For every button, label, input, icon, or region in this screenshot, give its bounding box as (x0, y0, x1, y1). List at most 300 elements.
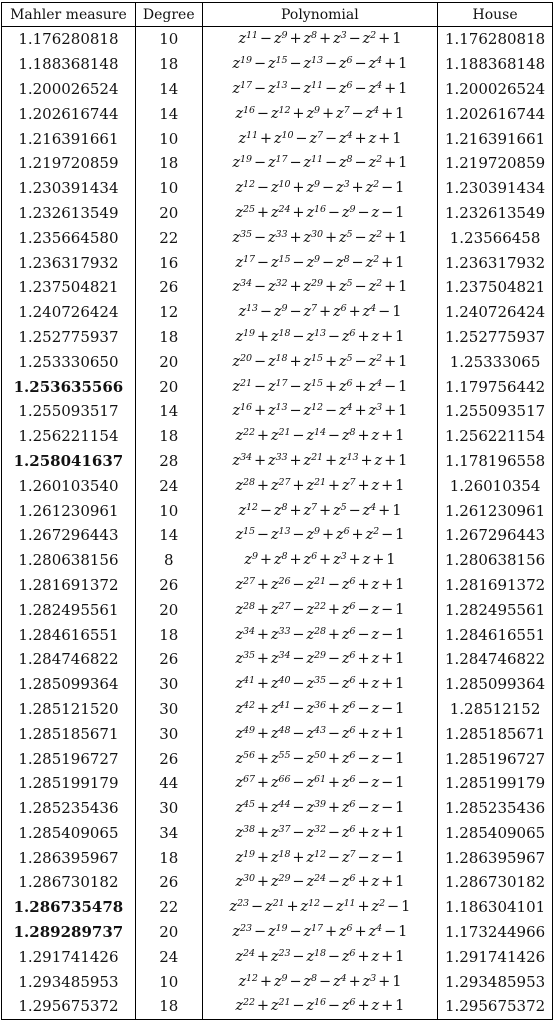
polynomial-base: z (303, 56, 312, 73)
polynomial-operator: + (324, 378, 337, 395)
polynomial-operator: − (292, 824, 305, 841)
polynomial-operator: + (324, 229, 337, 246)
polynomial-base: z (341, 651, 350, 668)
house-cell: 1.202616744 (438, 101, 553, 126)
polynomial-exponent: 19 (243, 327, 255, 339)
polynomial-exponent: 5 (346, 228, 353, 240)
polynomial-exponent: 34 (240, 278, 252, 290)
polynomial-exponent: 32 (275, 278, 288, 290)
polynomial-operator: − (381, 750, 394, 767)
polynomial-base: 1 (395, 651, 405, 668)
polynomial-exponent: 15 (243, 526, 255, 538)
polynomial-operator: − (327, 849, 340, 866)
polynomial-base: z (371, 899, 380, 916)
table-row (2, 895, 553, 920)
polynomial-operator: − (354, 279, 367, 296)
polynomial-base: z (238, 130, 246, 147)
polynomial-exponent: 44 (278, 799, 291, 811)
polynomial-operator: + (319, 304, 332, 321)
polynomial-operator: − (351, 254, 364, 271)
house-cell: 1.240726424 (438, 300, 553, 325)
polynomial-cell (202, 126, 437, 151)
polynomial-exponent: 8 (349, 427, 356, 439)
polynomial-exponent: 29 (311, 278, 323, 290)
polynomial-base: z (306, 477, 315, 494)
polynomial-base: z (270, 105, 279, 122)
polynomial-base: z (341, 204, 350, 221)
polynomial-operator: + (351, 527, 364, 544)
polynomial-base: z (306, 676, 315, 693)
polynomial-cell (202, 325, 437, 350)
table-row (2, 250, 553, 275)
polynomial-operator: − (289, 155, 302, 172)
polynomial-operator: + (289, 452, 302, 469)
house-cell: 1.23566458 (438, 225, 553, 250)
polynomial-base: 1 (395, 428, 405, 445)
table-row (2, 151, 553, 176)
polynomial-base: z (303, 80, 312, 97)
polynomial-operator: + (319, 502, 332, 519)
polynomial-base: z (368, 229, 377, 246)
mahler-measure-cell: 1.258041637 (2, 449, 136, 474)
mahler-measure-cell: 1.286730182 (2, 870, 136, 895)
polynomial-exponent: 10 (281, 129, 294, 141)
polynomial-exponent: 12 (278, 104, 291, 116)
polynomial-base: z (371, 601, 380, 618)
table-row (2, 473, 553, 498)
mahler-measure-cell: 1.286395967 (2, 845, 136, 870)
polynomial-cell (202, 52, 437, 77)
polynomial-operator: + (292, 204, 305, 221)
polynomial-operator: − (292, 948, 305, 965)
polynomial-base: z (232, 353, 241, 370)
polynomial-operator: − (327, 998, 340, 1015)
polynomial-operator: − (327, 676, 340, 693)
degree-cell: 30 (135, 672, 202, 697)
degree-cell: 18 (135, 994, 202, 1019)
polynomial-operator: − (324, 130, 338, 147)
polynomial-exponent: 6 (349, 823, 356, 835)
polynomial-base: 1 (395, 601, 405, 618)
table-row (2, 573, 553, 598)
polynomial-base: z (235, 328, 244, 345)
degree-cell: 20 (135, 201, 202, 226)
polynomial-cell (202, 969, 437, 994)
polynomial-exponent: 18 (278, 327, 291, 339)
degree-cell: 22 (135, 225, 202, 250)
polynomial-base: z (362, 973, 371, 990)
polynomial-exponent: 15 (311, 352, 323, 364)
house-cell: 1.219720859 (438, 151, 553, 176)
polynomial-base: 1 (395, 527, 405, 544)
mahler-measure-cell: 1.285409065 (2, 821, 136, 846)
polynomial-exponent: 32 (314, 823, 326, 835)
polynomial-base: 1 (398, 924, 408, 941)
degree-cell: 10 (135, 498, 202, 523)
polynomial-exponent: 23 (240, 923, 252, 935)
house-cell: 1.261230961 (438, 498, 553, 523)
polynomial-base: z (341, 750, 350, 767)
polynomial-exponent: 55 (278, 749, 291, 761)
polynomial-exponent: 11 (343, 898, 356, 910)
degree-cell: 30 (135, 697, 202, 722)
polynomial-operator: − (381, 527, 394, 544)
polynomial-exponent: 39 (314, 799, 326, 811)
polynomial-base: z (238, 973, 246, 990)
polynomial-base: z (235, 204, 244, 221)
degree-cell: 16 (135, 250, 202, 275)
polynomial-base: z (270, 676, 279, 693)
polynomial-base: z (306, 725, 315, 742)
polynomial-exponent: 23 (237, 898, 249, 910)
polynomial-base: 1 (398, 403, 408, 420)
mahler-measure-table (1, 2, 553, 1020)
table-row (2, 449, 553, 474)
polynomial-exponent: 19 (243, 848, 255, 860)
polynomial-operator: − (357, 775, 370, 792)
polynomial-exponent: 30 (311, 228, 323, 240)
mahler-measure-cell: 1.202616744 (2, 101, 136, 126)
polynomial-base: z (303, 353, 312, 370)
polynomial-operator: − (354, 155, 367, 172)
header-mahler-measure: Mahler measure (2, 3, 136, 27)
mahler-measure-cell: 1.253635566 (2, 374, 136, 399)
polynomial-operator: − (256, 527, 269, 544)
mahler-measure-cell: 1.232613549 (2, 201, 136, 226)
polynomial-base: z (368, 924, 377, 941)
polynomial-operator: + (327, 477, 340, 494)
polynomial-base: z (362, 502, 371, 519)
polynomial-base: z (303, 403, 312, 420)
polynomial-operator: + (324, 452, 338, 469)
polynomial-operator: − (327, 725, 340, 742)
mahler-measure-cell: 1.255093517 (2, 399, 136, 424)
polynomial-cell (202, 944, 437, 969)
polynomial-base: z (268, 378, 276, 395)
polynomial-base: z (339, 279, 347, 296)
polynomial-base: z (333, 973, 341, 990)
polynomial-base: z (339, 378, 347, 395)
mahler-measure-cell: 1.280638156 (2, 548, 136, 573)
polynomial-exponent: 21 (240, 377, 252, 389)
polynomial-operator: − (381, 204, 394, 221)
polynomial-base: z (374, 452, 383, 469)
table-row (2, 994, 553, 1019)
polynomial-operator: + (381, 105, 394, 122)
polynomial-exponent: 61 (314, 774, 326, 786)
mahler-measure-cell: 1.230391434 (2, 176, 136, 201)
polynomial-operator: + (384, 80, 397, 97)
mahler-measure-cell: 1.261230961 (2, 498, 136, 523)
polynomial-base: z (306, 750, 315, 767)
table-row (2, 870, 553, 895)
polynomial-base: 1 (392, 130, 402, 147)
polynomial-base: z (362, 304, 371, 321)
polynomial-base: z (270, 254, 279, 271)
polynomial-base: 1 (395, 824, 405, 841)
polynomial-exponent: 16 (243, 104, 255, 116)
polynomial-exponent: 6 (343, 526, 350, 538)
polynomial-exponent: 6 (349, 327, 356, 339)
polynomial-exponent: 19 (240, 154, 252, 166)
polynomial-operator: − (327, 428, 340, 445)
polynomial-base: z (306, 948, 315, 965)
polynomial-base: 1 (398, 229, 408, 246)
mahler-measure-cell: 1.200026524 (2, 77, 136, 102)
polynomial-operator: − (321, 899, 335, 916)
polynomial-operator: + (289, 229, 302, 246)
polynomial-base: z (238, 31, 246, 48)
polynomial-base: z (268, 924, 276, 941)
polynomial-exponent: 6 (346, 377, 353, 389)
polynomial-operator: + (319, 552, 332, 569)
polynomial-operator: + (378, 973, 391, 990)
polynomial-base: z (303, 155, 312, 172)
polynomial-exponent: 6 (349, 675, 356, 687)
polynomial-exponent: 33 (275, 228, 288, 240)
polynomial-operator: + (256, 676, 269, 693)
table-row (2, 126, 553, 151)
polynomial-base: 1 (398, 378, 408, 395)
polynomial-base: z (306, 105, 315, 122)
header-house: House (438, 3, 553, 27)
polynomial-base: z (270, 800, 279, 817)
polynomial-base: z (371, 775, 380, 792)
polynomial-base: z (235, 948, 244, 965)
polynomial-base: z (368, 56, 377, 73)
polynomial-operator: − (324, 56, 337, 73)
polynomial-operator: + (256, 576, 269, 593)
polynomial-base: z (306, 601, 315, 618)
table-row (2, 647, 553, 672)
polynomial-cell (202, 27, 437, 52)
polynomial-base: z (270, 477, 279, 494)
polynomial-exponent: 8 (311, 972, 317, 984)
degree-cell: 30 (135, 721, 202, 746)
polynomial-exponent: 6 (346, 55, 353, 67)
polynomial-exponent: 27 (243, 575, 255, 587)
polynomial-base: z (368, 378, 377, 395)
house-cell: 1.230391434 (438, 176, 553, 201)
house-cell: 1.232613549 (438, 201, 553, 226)
polynomial-base: z (306, 775, 315, 792)
polynomial-base: z (368, 403, 377, 420)
polynomial-exponent: 17 (275, 154, 288, 166)
polynomial-exponent: 6 (349, 724, 356, 736)
polynomial-operator: + (384, 56, 397, 73)
degree-cell: 20 (135, 597, 202, 622)
polynomial-operator: − (351, 105, 364, 122)
polynomial-base: z (303, 552, 312, 569)
polynomial-base: z (371, 800, 380, 817)
polynomial-exponent: 6 (349, 650, 356, 662)
table-row (2, 27, 553, 52)
polynomial-operator: − (259, 502, 272, 519)
polynomial-cell (202, 225, 437, 250)
polynomial-base: z (341, 874, 350, 891)
polynomial-operator: + (357, 725, 370, 742)
polynomial-operator: + (384, 452, 397, 469)
polynomial-exponent: 9 (349, 203, 356, 215)
table-row (2, 944, 553, 969)
polynomial-base: z (270, 428, 279, 445)
polynomial-base: z (371, 700, 380, 717)
table-row (2, 300, 553, 325)
house-cell: 1.284616551 (438, 622, 553, 647)
house-cell: 1.255093517 (438, 399, 553, 424)
polynomial-operator: + (289, 353, 302, 370)
polynomial-exponent: 24 (314, 873, 326, 885)
polynomial-base: 1 (395, 998, 405, 1015)
polynomial-base: z (235, 998, 244, 1015)
polynomial-cell (202, 523, 437, 548)
polynomial-cell (202, 498, 437, 523)
polynomial-base: z (371, 948, 380, 965)
polynomial-cell (202, 796, 437, 821)
polynomial-base: z (235, 180, 244, 197)
polynomial-base: z (232, 155, 241, 172)
table-row (2, 325, 553, 350)
polynomial-exponent: 14 (314, 427, 326, 439)
polynomial-base: z (268, 279, 276, 296)
table-row (2, 424, 553, 449)
polynomial-operator: + (327, 601, 340, 618)
polynomial-operator: + (378, 31, 391, 48)
table-row (2, 746, 553, 771)
polynomial-base: z (273, 31, 282, 48)
polynomial-exponent: 66 (278, 774, 291, 786)
polynomial-operator: + (292, 477, 305, 494)
mahler-measure-cell: 1.284746822 (2, 647, 136, 672)
polynomial-exponent: 6 (349, 575, 356, 587)
polynomial-base: z (371, 651, 380, 668)
degree-cell: 26 (135, 573, 202, 598)
polynomial-operator: + (357, 477, 370, 494)
polynomial-exponent: 22 (314, 600, 326, 612)
polynomial-operator: − (348, 31, 361, 48)
house-cell: 1.28512152 (438, 697, 553, 722)
polynomial-operator: + (292, 849, 305, 866)
polynomial-base: z (371, 576, 380, 593)
polynomial-operator: + (327, 750, 340, 767)
polynomial-cell (202, 870, 437, 895)
degree-cell: 28 (135, 449, 202, 474)
polynomial-cell (202, 895, 437, 920)
mahler-measure-cell: 1.235664580 (2, 225, 136, 250)
polynomial-operator: + (327, 626, 340, 643)
degree-cell: 10 (135, 27, 202, 52)
polynomial-operator: − (381, 800, 394, 817)
polynomial-exponent: 29 (278, 873, 291, 885)
polynomial-exponent: 28 (243, 600, 255, 612)
polynomial-base: z (371, 328, 380, 345)
house-cell: 1.286395967 (438, 845, 553, 870)
polynomial-exponent: 24 (243, 947, 255, 959)
polynomial-base: z (341, 824, 350, 841)
polynomial-exponent: 2 (376, 154, 383, 166)
table-row (2, 399, 553, 424)
mahler-measure-cell: 1.286735478 (2, 895, 136, 920)
polynomial-base: z (339, 403, 347, 420)
polynomial-exponent: 6 (349, 625, 356, 637)
polynomial-exponent: 5 (346, 352, 353, 364)
polynomial-base: z (268, 56, 276, 73)
polynomial-exponent: 12 (243, 179, 255, 191)
polynomial-operator: − (292, 998, 305, 1015)
polynomial-base: z (270, 651, 279, 668)
polynomial-cell (202, 151, 437, 176)
polynomial-base: z (306, 527, 315, 544)
polynomial-exponent: 4 (376, 923, 383, 935)
polynomial-base: z (306, 180, 315, 197)
polynomial-cell (202, 399, 437, 424)
polynomial-base: z (270, 576, 279, 593)
polynomial-operator: − (319, 973, 332, 990)
mahler-measure-cell: 1.219720859 (2, 151, 136, 176)
polynomial-base: z (371, 824, 380, 841)
polynomial-base: z (371, 477, 380, 494)
table-row (2, 523, 553, 548)
polynomial-base: 1 (395, 576, 405, 593)
polynomial-cell (202, 449, 437, 474)
polynomial-exponent: 30 (243, 873, 255, 885)
polynomial-base: z (270, 204, 279, 221)
polynomial-operator: − (289, 304, 302, 321)
polynomial-operator: − (292, 254, 305, 271)
polynomial-operator: − (327, 651, 340, 668)
polynomial-exponent: 11 (246, 129, 258, 141)
polynomial-cell (202, 845, 437, 870)
house-cell: 1.285409065 (438, 821, 553, 846)
polynomial-operator: − (253, 80, 266, 97)
polynomial-base: z (270, 849, 279, 866)
polynomial-base: 1 (395, 750, 405, 767)
polynomial-base: z (303, 924, 312, 941)
polynomial-cell (202, 920, 437, 945)
degree-cell: 18 (135, 622, 202, 647)
mahler-measure-cell: 1.285196727 (2, 746, 136, 771)
polynomial-base: z (268, 403, 276, 420)
polynomial-base: z (341, 800, 350, 817)
polynomial-base: z (303, 452, 312, 469)
mahler-measure-cell: 1.285235436 (2, 796, 136, 821)
polynomial-base: 1 (398, 155, 408, 172)
polynomial-base: z (235, 775, 244, 792)
polynomial-exponent: 2 (376, 278, 383, 290)
polynomial-base: z (371, 626, 380, 643)
polynomial-exponent: 43 (314, 724, 326, 736)
polynomial-cell (202, 374, 437, 399)
mahler-measure-cell: 1.281691372 (2, 573, 136, 598)
polynomial-base: z (333, 502, 341, 519)
degree-cell: 24 (135, 473, 202, 498)
polynomial-operator: + (357, 874, 370, 891)
polynomial-exponent: 8 (281, 501, 288, 513)
polynomial-operator: − (327, 576, 340, 593)
mahler-measure-cell: 1.285185671 (2, 721, 136, 746)
polynomial-base: z (232, 80, 241, 97)
polynomial-base: 1 (395, 328, 405, 345)
house-cell: 1.176280818 (438, 27, 553, 52)
polynomial-operator: + (256, 998, 269, 1015)
polynomial-exponent: 13 (311, 55, 323, 67)
degree-cell: 18 (135, 845, 202, 870)
house-cell: 1.291741426 (438, 944, 553, 969)
polynomial-operator: + (381, 676, 394, 693)
table-row (2, 374, 553, 399)
polynomial-base: z (341, 849, 350, 866)
house-cell: 1.280638156 (438, 548, 553, 573)
